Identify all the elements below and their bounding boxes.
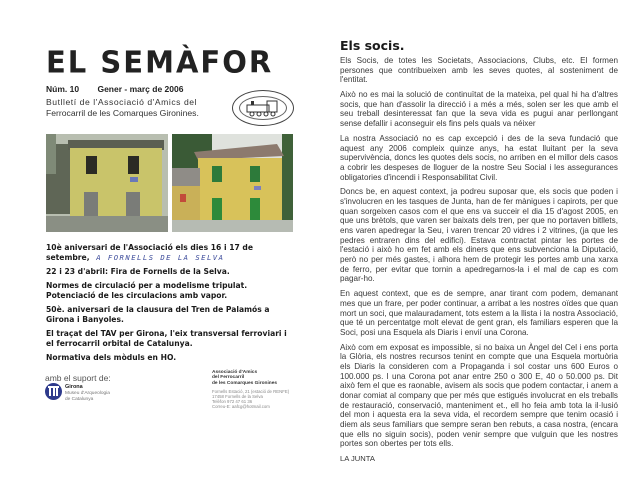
association-contact: [212, 370, 297, 409]
newsletter-subtitle: [46, 97, 236, 119]
issue-date: Gener - març de 2006: [97, 84, 184, 94]
article-title: Els socis.: [340, 38, 405, 53]
headline-item: 10è aniversari de l'Associació els dies 16 i 17 de setembre, A FORNELLS DE LA SELVA: [46, 243, 253, 262]
museum-column-icon: [45, 383, 62, 400]
article-signature: LA JUNTA: [340, 454, 375, 464]
handwritten-note: A FORNELLS DE LA SELVA: [96, 253, 225, 262]
article-paragraph: Doncs be, en aquest context, ja podreu suposar que, els socis que poden i s'involucren en les tasques de Junta, han de fer mànigues i capirots, per que quan sorgeixen casos com el que ens va succeir el dia 15 d'agost 2005, en que uns brètols, que varen ser baixats dels tren, per que no portaven bitllets, ens varen apedregar la Seu, i varen trencar 20 vidres i 2 vitrines, (ja que les pedres entraren dins del edifici). Estava contractat pintar les portes de l'estació i això ho em fet amb els diners que ens subvenciona la Diputació, però no per més gastes, i alhora hem de protegir les portes amb una xarxa de ferro, per evitar que tornin a apedregarnos-la i el mal de cap es com pagar-ho.: [340, 187, 618, 284]
subtitle-line-1: Butlletí de l'Associació d'Amics del: [46, 97, 198, 107]
support-label: amb el suport de:: [45, 373, 111, 383]
association-address: Fornells Estació, 21 (estació de RENFE) 17458 Fornells de la Selva Telèfon 972 47 61 36 Correu-E: aafcg@hotmail.com: [212, 389, 290, 410]
article-page: [320, 0, 640, 480]
article-paragraph: Això no es mai la solució de continuïtat de la mateixa, pel qual hi ha d'altres socis, que han d'assolir la direcció i a més a més, solen ser les que amb el seu treball desinteressat fan que la seva vida es pugui anar perllongant sense defallir i aconseguir els fins pels quals va néixer: [340, 90, 618, 129]
issue-number: Núm. 10: [46, 84, 80, 94]
article-paragraph: Això com em exposat es impossible, si no baixa un Àngel del Cel i ens porta la Glòria, els nostres recursos tenint en compte que una Esquela mortuòria els Diaris la consideren com a Propaganda i sol costar uns 600 Euros o 100.000 ps. I una Corona pot anar entre 250 o 300 E, 40 o 50.000 ps. Dit això fem el que es raonable, avisem als socis que podem contactar, i anem a donar comiat al company que per més que estigués involucrat en els treballs de restauració, conservació, manteniment et., ell ho feia amb tota la il·lusió del mon i aquesta era la seva vida, el recordem sempre que tenim ocasió i diem als seus familiars que sempre seran ben rebuts, a casa nostra, (encara que ells no siguin socis), poden venir sempre que vulguin que les nostres portes son obertes per tots ells.: [340, 342, 618, 449]
article-paragraph: Els Socis, de totes les Societats, Associacions, Clubs, etc. El formen persones que contribueixen amb les seves quotes, al sosteniment de l'entitat.: [340, 56, 618, 85]
headlines-list: [46, 243, 292, 367]
locomotive-icon: [245, 99, 281, 117]
headline-item: 22 i 23 d'abril: Fira de Fornells de la Selva.: [46, 267, 230, 276]
article-body: [340, 56, 618, 464]
headline-item: Normes de circulació per a modelisme tripulat. Potenciació de les circulacions amb vapor.: [46, 281, 248, 300]
issue-info: [46, 84, 183, 94]
article-paragraph: La nostra Associació no es cap excepció i des de la seva fundació que aquest any 2006 compleix quinze anys, ha estat lluitant per la seva supervivència, doncs les quotes dels socis, no arriben en el millor dels casos a cobrir les despeses de lloguer de la nostre Seu Social i les assegurances obligatories d'incendi i Responsabilitat Civil.: [340, 133, 618, 182]
article-paragraph: En aquest context, que es de sempre, anar tirant com podem, demanant mes que un frare, per poder continuar, a arribat a les nostres oïdes que quan mort un soci, que malauradament, tots estem a la llista i la nostra Associació, que té un percentatge molt elevat de gent gran, els familiars esperen que la Soci, posi una Esquela als Diaris i envií una Corona.: [340, 289, 618, 337]
headline-item: Normativa dels mòduls en HO.: [46, 353, 177, 362]
sponsor-subtitle: Museu d'Arqueologia de Catalunya: [65, 391, 110, 402]
headline-item: 50è. aniversari de la clausura del Tren de Palamós a Girona i Banyoles.: [46, 305, 270, 324]
masthead-title: EL SEMÀFOR: [46, 44, 274, 80]
sponsor-name: Girona: [65, 384, 83, 390]
headline-item: El traçat del TAV per Girona, l'eix transversal ferroviari i el ferrocarril orbital de Catalunya.: [46, 329, 287, 348]
association-name: Associació d'Amics del Ferrocarril de les Comarques Gironines: [212, 370, 278, 386]
photo-restored-station: [172, 134, 293, 232]
subtitle-line-2: Ferrocarril de les Comarques Gironines.: [46, 108, 199, 118]
photo-old-station: [46, 134, 168, 232]
locomotive-seal-icon: [232, 90, 294, 126]
